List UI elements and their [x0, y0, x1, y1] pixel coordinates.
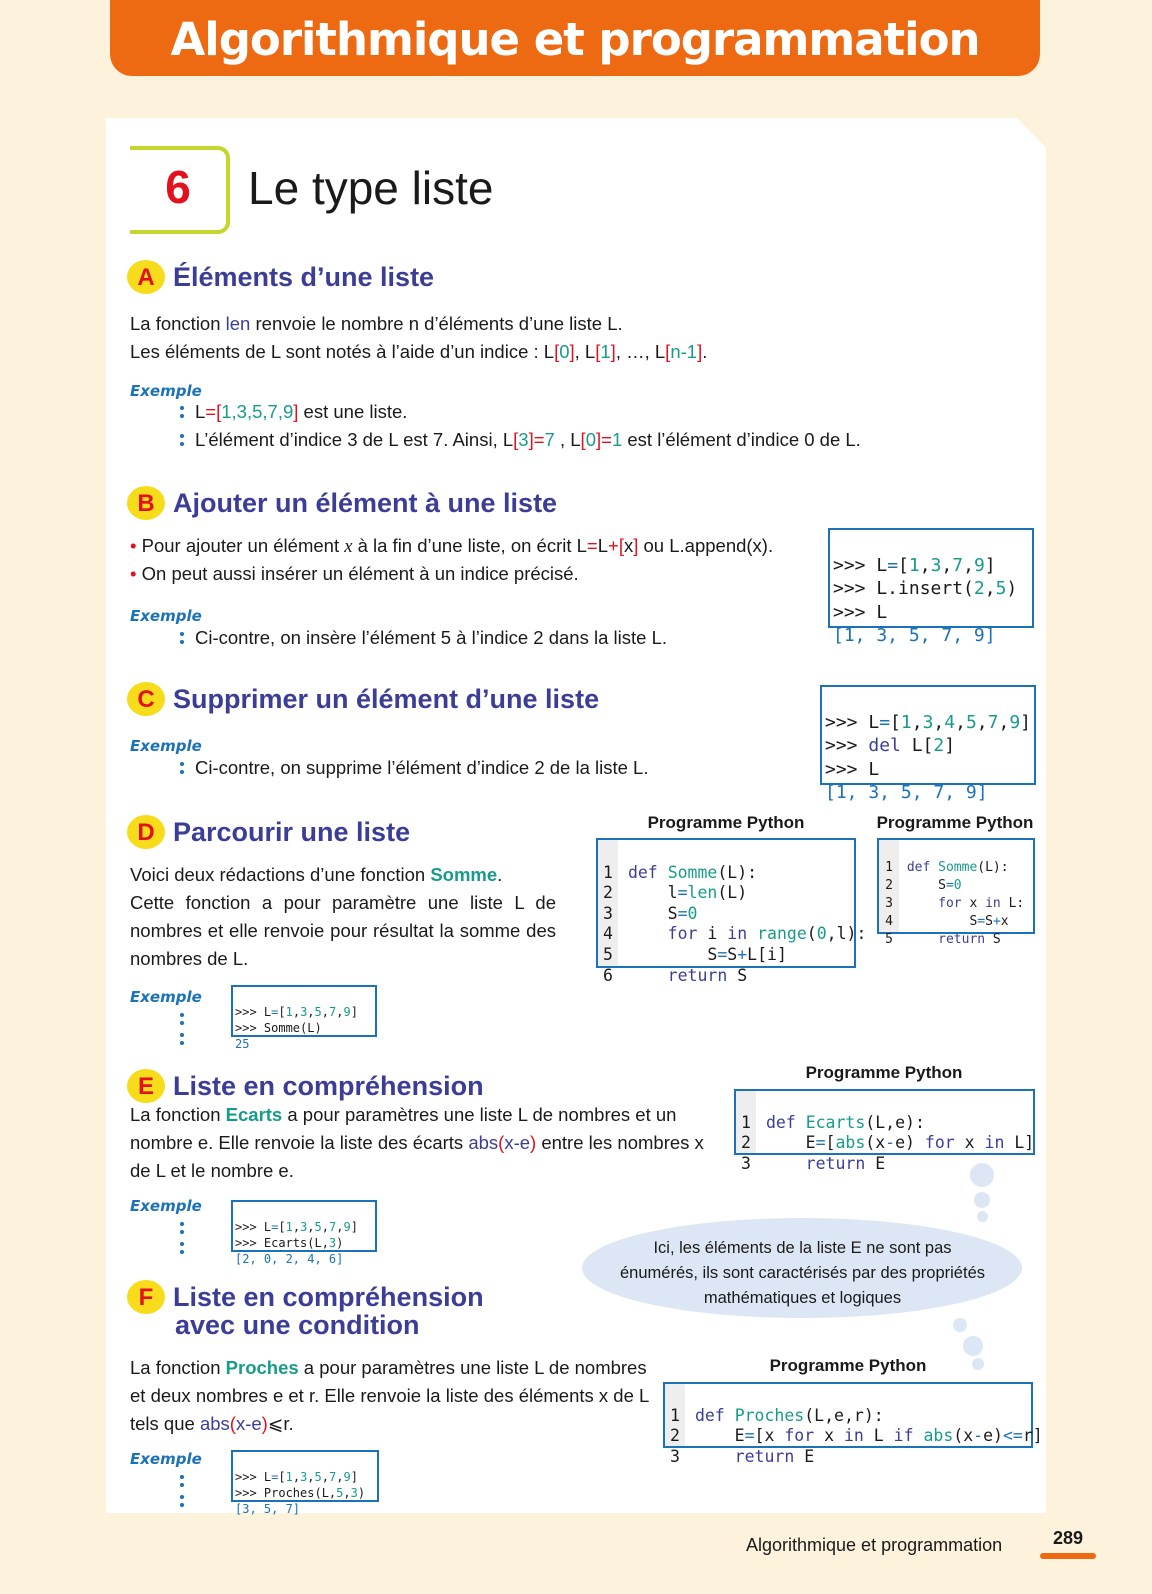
section-f-program-title: Programme Python [769, 1356, 927, 1375]
section-e-program-title: Programme Python [805, 1063, 963, 1082]
code-line: 25 [235, 1037, 250, 1051]
section-e-program [734, 1089, 1035, 1173]
section-f-dots [180, 1475, 185, 1511]
section-b-bullet-1: • Pour ajouter un élément x à la fin d’une liste, on écrit L=L+[x] ou L.append(x). [130, 535, 774, 557]
code-line: >>> del L[2] [825, 735, 956, 756]
section-a-example-1: L=[1,3,5,7,9] est une liste. [195, 401, 408, 422]
section-a-line-1: La fonction len renvoie le nombre n d’éléments d’une liste L. [130, 313, 623, 334]
section-c-heading [127, 682, 599, 716]
section-a-exemple-label: Exemple [130, 382, 202, 400]
section-b-heading [127, 486, 557, 520]
section-a-heading [127, 260, 434, 294]
section-f-paragraph: La fonction Proches a pour paramètres une liste L de nombres et deux nombres e et r. Elle renvoie la liste des éléments x de L tels que abs(x-e)⩽r. [130, 1357, 649, 1434]
code-line: [2, 0, 2, 4, 6] [235, 1252, 344, 1266]
section-e-paragraph: La fonction Ecarts a pour paramètres une liste L de nombres et un nombre e. Elle renvoie la liste des écarts abs(x-e) entre les nombres x de L et le nombre e. [130, 1104, 704, 1181]
section-a-dots-2 [180, 434, 185, 450]
code-line: 6 return S [603, 965, 748, 985]
code-line: >>> L=[1,3,5,7,9] [235, 1470, 358, 1484]
footer-label: Algorithmique et programmation [746, 1535, 1003, 1555]
page-banner: Algorithmique et programmation [110, 0, 1040, 76]
section-f-program [663, 1382, 1043, 1466]
section-e-dots [180, 1222, 185, 1258]
section-a-badge: A [127, 260, 165, 294]
code-line: 2 l=len(L) [603, 883, 748, 903]
section-d-badge: D [127, 815, 165, 849]
section-d-program-2 [877, 838, 1035, 947]
code-line: >>> L=[1,3,5,7,9] [235, 1005, 358, 1019]
section-f-title-1: Liste en compréhension [173, 1282, 484, 1312]
section-f-badge: F [127, 1280, 165, 1314]
section-f-exemple-label: Exemple [130, 1450, 202, 1468]
section-a-line-2: Les éléments de L sont notés à l’aide d’un indice : L[0], L[1], …, L[n-1]. [130, 341, 708, 362]
section-e-exemple-label: Exemple [130, 1197, 202, 1215]
section-d-program-title-2: Programme Python [876, 813, 1034, 832]
code-line: [1, 3, 5, 7, 9] [833, 625, 996, 646]
section-d-program-title-1: Programme Python [647, 813, 805, 832]
section-d-heading [127, 815, 410, 849]
section-e-heading [127, 1069, 484, 1103]
page-number-underline [1040, 1553, 1096, 1559]
section-e-example-console [231, 1200, 377, 1266]
section-a-title: Éléments d’une liste [173, 262, 435, 292]
section-b-title: Ajouter un élément à une liste [173, 488, 558, 518]
chapter-title: Le type liste [248, 162, 494, 214]
code-line: 3 return E [670, 1446, 815, 1466]
bubble-dot [953, 1318, 967, 1332]
code-line: [1, 3, 5, 7, 9] [825, 782, 988, 803]
bubble-dot [970, 1163, 994, 1187]
section-f-example-console [231, 1450, 379, 1516]
section-d-paragraph: Voici deux rédactions d’une fonction Somme. Cette fonction a pour paramètre une liste L de nombres et elle renvoie pour résultat la somme des nombres de L. [130, 864, 556, 969]
code-line: 1 def Somme(L): [603, 862, 758, 882]
bubble-dot [977, 1211, 988, 1222]
thought-bubble-text: Ici, les éléments de la liste E ne sont pas énumérés, ils sont caractérisés par des propriétés mathématiques et logiques [620, 1239, 985, 1307]
section-c-badge: C [127, 682, 165, 716]
code-line: >>> Ecarts(L,3) [235, 1236, 344, 1250]
code-line: 4 for i in range(0,l): [603, 924, 867, 944]
code-line: >>> L.insert(2,5) [833, 578, 1018, 599]
section-d-exemple-label: Exemple [130, 988, 202, 1006]
section-c-example: Ci-contre, on supprime l’élément d’indice 2 de la liste L. [195, 757, 649, 778]
code-line: 5 return S [885, 932, 1001, 947]
section-d-program-1 [596, 838, 867, 985]
section-b-exemple-label: Exemple [130, 607, 202, 625]
code-line: >>> L=[1,3,7,9] [833, 554, 996, 576]
code-line: 1 def Somme(L): [885, 860, 1009, 875]
code-line: >>> L=[1,3,5,7,9] [235, 1220, 358, 1234]
section-c-exemple-label: Exemple [130, 737, 202, 755]
code-line: >>> Somme(L) [235, 1021, 322, 1035]
section-e-title: Liste en compréhension [173, 1071, 484, 1101]
section-c-console [820, 685, 1036, 803]
section-c-title: Supprimer un élément d’une liste [173, 684, 600, 714]
section-b-bullet-2: • On peut aussi insérer un élément à un indice précisé. [130, 563, 579, 584]
code-line: 5 S=S+L[i] [603, 944, 787, 964]
code-line: 1 def Ecarts(L,e): [741, 1112, 925, 1132]
bubble-dot [963, 1336, 983, 1356]
section-b-badge: B [127, 486, 165, 520]
section-b-example: Ci-contre, on insère l’élément 5 à l’indice 2 dans la liste L. [195, 627, 667, 648]
chapter-number: 6 [165, 161, 191, 213]
code-line: >>> L=[1,3,4,5,7,9] [825, 711, 1031, 733]
code-line: 1 def Proches(L,e,r): [670, 1405, 884, 1425]
section-b-dots [180, 632, 185, 648]
code-line: >>> Proches(L,5,3) [235, 1486, 366, 1500]
section-e-badge: E [127, 1069, 165, 1103]
section-a-example-2: L’élément d’indice 3 de L est 7. Ainsi, L[3]=7 , L[0]=1 est l’élément d’indice 0 de L. [195, 429, 861, 450]
code-line: 4 S=S+x [885, 914, 1009, 929]
code-line: 2 E=[x for x in L if abs(x-e)<=r] [670, 1426, 1043, 1446]
page-number: 289 [1052, 1528, 1084, 1548]
section-d-title: Parcourir une liste [173, 817, 411, 847]
section-d-example-console [231, 985, 377, 1051]
section-d-dots [180, 1013, 185, 1049]
bubble-dot [974, 1192, 990, 1208]
code-line: >>> L [833, 601, 888, 623]
code-line: >>> L [825, 758, 880, 780]
code-line: 3 S=0 [603, 903, 698, 923]
code-line: 3 return E [741, 1153, 886, 1173]
section-a-dots [180, 406, 185, 422]
section-f-title-2: avec une condition [175, 1310, 420, 1340]
section-c-dots [180, 762, 185, 778]
code-line: [3, 5, 7] [235, 1502, 301, 1516]
code-line: 3 for x in L: [885, 896, 1025, 911]
section-b-console [828, 528, 1034, 646]
code-line: 2 E=[abs(x-e) for x in L] [741, 1133, 1035, 1153]
code-line: 2 S=0 [885, 878, 962, 893]
